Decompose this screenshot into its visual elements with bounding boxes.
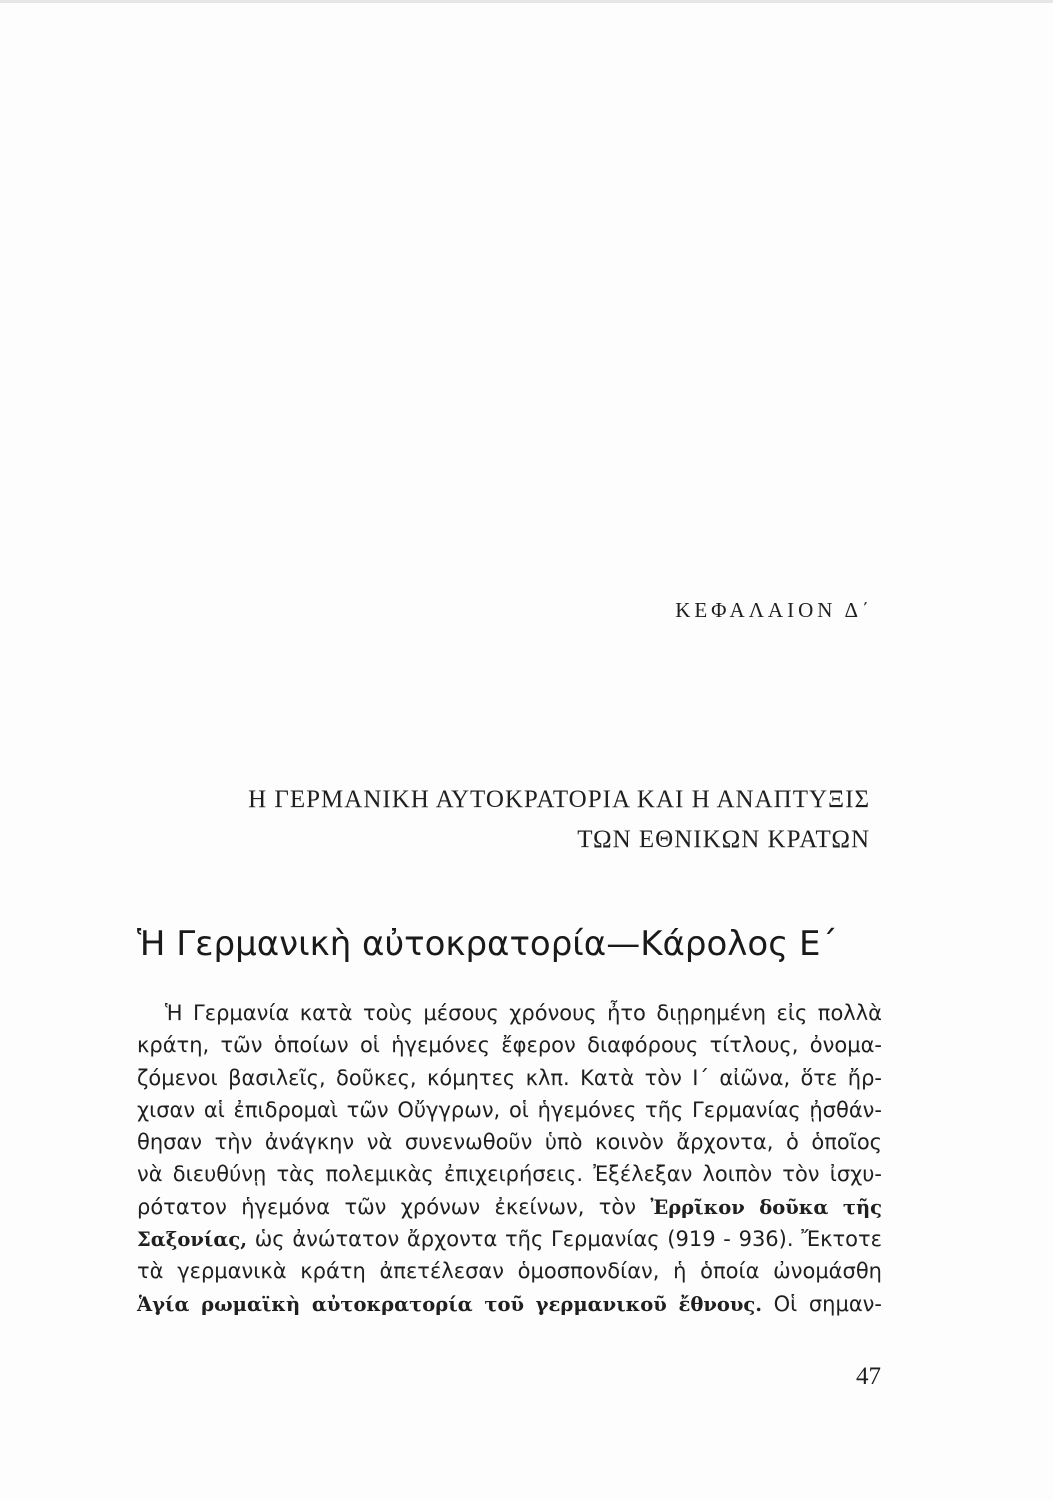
- body-line-9: τὰ γερμανικὰ κράτη ἀπετέλεσαν ὁμοσπονδίαν, ἡ ὁποία ὠνομάσθη: [137, 1259, 882, 1284]
- body-line-10-text: Οἱ σημαν-: [773, 1291, 882, 1316]
- body-line-10: [137, 1288, 882, 1320]
- body-line-8-text: ὡς ἀνώτατον ἄρχοντα τῆς Γερμανίας (919 - 936). Ἔκτοτε: [254, 1227, 882, 1252]
- body-line-7-text: ρότατον ἡγεμόνα τῶν χρόνων ἐκείνων, τὸν: [137, 1194, 636, 1219]
- page-top-edge: [0, 0, 1053, 3]
- chapter-label: ΚΕΦΑΛΑΙΟΝ Δ΄: [675, 598, 873, 622]
- body-line-2: κράτη, τῶν ὁποίων οἱ ἡγεμόνες ἔφερον διαφόρους τίτλους, ὀνομα-: [137, 1033, 882, 1058]
- body-line-8: [137, 1223, 882, 1255]
- chapter-title-line-2: ΤΩΝ ΕΘΝΙΚΩΝ ΚΡΑΤΩΝ: [577, 826, 870, 853]
- body-line-7: [137, 1191, 882, 1223]
- body-line-3: ζόμενοι βασιλεῖς, δοῦκες, κόμητες κλπ. Κατὰ τὸν Ι΄ αἰῶνα, ὅτε ἤρ-: [137, 1065, 882, 1090]
- body-paragraph: [137, 997, 882, 1320]
- emphasis-henry-duke: Ἐρρῖκον δοῦκα τῆς: [650, 1195, 883, 1219]
- emphasis-saxony: Σαξονίας,: [137, 1228, 247, 1252]
- emphasis-holy-roman-empire: Ἁγία ρωμαϊκὴ αὐτοκρατορία τοῦ γερμανικοῦ ἔθνους.: [137, 1292, 763, 1316]
- page-number: 47: [856, 1363, 881, 1390]
- chapter-title: [248, 780, 870, 860]
- body-line-5: θησαν τὴν ἀνάγκην νὰ συνενωθοῦν ὑπὸ κοινὸν ἄρχοντα, ὁ ὁποῖος: [137, 1130, 882, 1155]
- section-heading: Ἡ Γερμανικὴ αὐτοκρατορία—Κάρολος Ε΄: [137, 924, 838, 964]
- chapter-title-line-1: Η ΓΕΡΜΑΝΙΚΗ ΑΥΤΟΚΡΑΤΟΡΙΑ ΚΑΙ Η ΑΝΑΠΤΥΞΙΣ: [248, 786, 870, 813]
- body-line-6: νὰ διευθύνῃ τὰς πολεμικὰς ἐπιχειρήσεις. Ἐξέλεξαν λοιπὸν τὸν ἰσχυ-: [137, 1162, 882, 1187]
- body-line-4: χισαν αἱ ἐπιδρομαὶ τῶν Οὔγγρων, οἱ ἡγεμόνες τῆς Γερμανίας ᾐσθάν-: [137, 1097, 882, 1122]
- body-line-1: Ἡ Γερμανία κατὰ τοὺς μέσους χρόνους ἦτο διῃρημένη εἰς πολλὰ: [165, 1001, 882, 1025]
